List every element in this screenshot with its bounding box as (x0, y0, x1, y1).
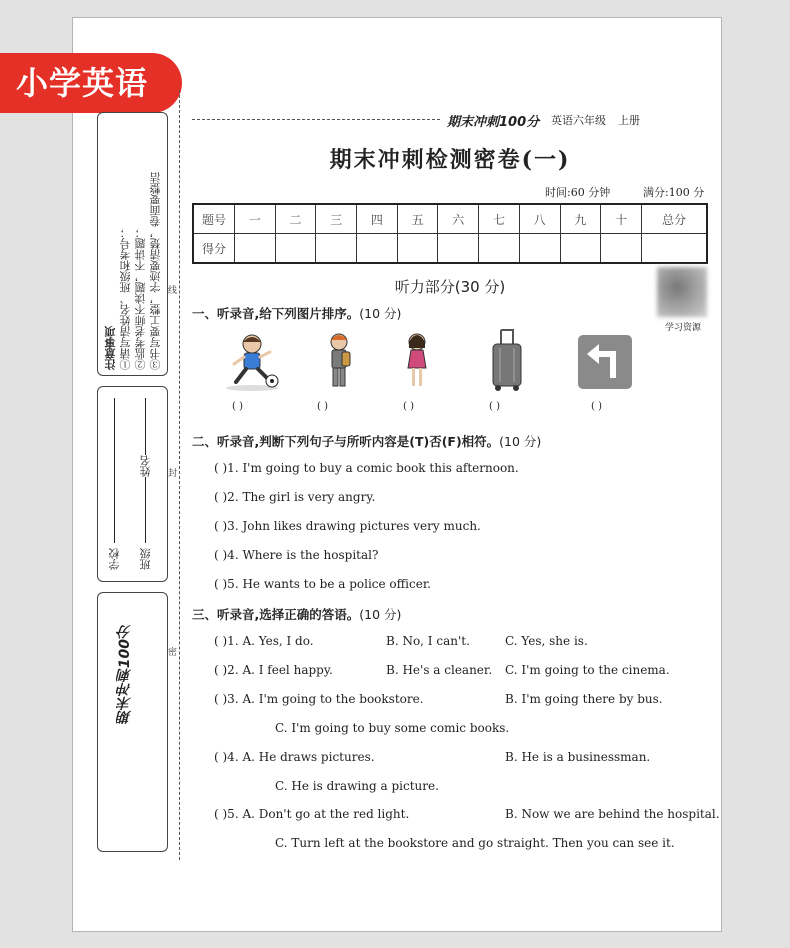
q3-item-5-a[interactable]: ( )5. A. Don't go at the red light. (214, 807, 410, 821)
q3-item-1-c: C. Yes, she is. (505, 634, 588, 648)
header-volume: 上册 (618, 114, 640, 127)
q1-answer-1[interactable]: ( ) (232, 401, 243, 412)
score-input-cell[interactable] (397, 234, 438, 264)
score-table (192, 203, 708, 264)
score-cell: 十 (601, 204, 642, 234)
score-table-header-row (193, 204, 707, 234)
q3-item-2-a[interactable]: ( )2. A. I feel happy. (214, 663, 333, 677)
score-input-cell[interactable] (275, 234, 316, 264)
q3-item-1-a[interactable]: ( )1. A. Yes, I do. (214, 634, 314, 648)
girl-standing-icon (404, 332, 430, 392)
q2-points: (10 分) (499, 434, 542, 449)
subject-badge: 小学英语 (0, 53, 182, 113)
score-input-cell[interactable] (519, 234, 560, 264)
class-label: 班级 (139, 548, 152, 570)
score-input-cell[interactable] (479, 234, 520, 264)
score-input-cell[interactable] (316, 234, 357, 264)
name-label: 姓名 (139, 455, 152, 477)
q2-item-5[interactable]: ( )5. He wants to be a police officer. (214, 577, 432, 591)
score-cell: 五 (397, 204, 438, 234)
exam-title: 期末冲刺检测密卷(一) (329, 147, 571, 173)
score-cell: 题号 (193, 204, 235, 234)
score-row-label: 得分 (193, 234, 235, 264)
header-rule (192, 119, 440, 120)
note-3: ③书写要工整，字迹要清楚，卷面要整洁 (149, 172, 162, 370)
q3-points: (10 分) (359, 607, 402, 622)
school-label: 学校 (108, 548, 121, 570)
full-score: 满分:100 分 (643, 186, 705, 199)
score-input-cell[interactable] (438, 234, 479, 264)
q2-item-1[interactable]: ( )1. I'm going to buy a comic book this afternoon. (214, 461, 519, 475)
q1-answer-5[interactable]: ( ) (591, 401, 602, 412)
q1-answer-2[interactable]: ( ) (317, 401, 328, 412)
note-2: ②监考老师不读题，不讲题； (134, 227, 147, 370)
score-input-cell[interactable] (235, 234, 276, 264)
q3-item-2-c: C. I'm going to the cinema. (505, 663, 670, 677)
score-cell: 九 (560, 204, 601, 234)
score-table-score-row (193, 234, 707, 264)
score-input-cell[interactable] (601, 234, 642, 264)
note-1: ①请写清姓名、班级和考号； (119, 227, 132, 370)
notes-label: 注意事项 (104, 326, 117, 370)
left-turn-sign-icon (577, 334, 633, 390)
q3-item-1-b: B. No, I can't. (386, 634, 470, 648)
boy-with-backpack-icon (322, 332, 356, 392)
cut-word-1: 线 (168, 283, 177, 296)
score-cell: 总分 (642, 204, 708, 234)
school-line[interactable] (114, 398, 115, 543)
q1-title: 一、听录音,给下列图片排序。(10 分) (192, 306, 402, 321)
q3-item-3-b: B. I'm going there by bus. (505, 692, 663, 706)
q3-item-3-a[interactable]: ( )3. A. I'm going to the bookstore. (214, 692, 424, 706)
q3-item-4-c: C. He is drawing a picture. (275, 779, 439, 793)
score-input-cell[interactable] (560, 234, 601, 264)
q2-item-4[interactable]: ( )4. Where is the hospital? (214, 548, 379, 562)
header-brand: 期末冲刺100分 (447, 115, 540, 130)
q2-item-3[interactable]: ( )3. John likes drawing pictures very much. (214, 519, 481, 533)
margin-brand: 期末冲刺100分 (117, 625, 133, 725)
cut-word-2: 封 (168, 466, 177, 479)
q3-item-3-c: C. I'm going to buy some comic books. (275, 721, 510, 735)
q3-item-4-b: B. He is a businessman. (505, 750, 651, 764)
section-title: 听力部分(30 分) (394, 278, 506, 296)
score-cell: 三 (316, 204, 357, 234)
score-cell: 一 (235, 204, 276, 234)
q2-title: 二、听录音,判断下列句子与所听内容是(T)否(F)相符。(10 分) (192, 434, 542, 449)
score-cell: 六 (438, 204, 479, 234)
q3-item-5-b: B. Now we are behind the hospital. (505, 807, 720, 821)
q3-item-2-b: B. He's a cleaner. (386, 663, 493, 677)
q3-item-4-a[interactable]: ( )4. A. He draws pictures. (214, 750, 375, 764)
qr-caption: 学习资源 (664, 323, 701, 333)
score-cell: 八 (519, 204, 560, 234)
q2-item-2[interactable]: ( )2. The girl is very angry. (214, 490, 376, 504)
score-cell: 七 (479, 204, 520, 234)
cut-word-3: 密 (168, 645, 177, 658)
q1-points: (10 分) (359, 306, 402, 321)
q1-answer-3[interactable]: ( ) (403, 401, 414, 412)
q1-answer-4[interactable]: ( ) (489, 401, 500, 412)
cut-line (179, 90, 180, 860)
q3-item-5-c: C. Turn left at the bookstore and go straight. Then you can see it. (275, 836, 675, 850)
header-subject: 英语六年级 (551, 114, 606, 127)
score-input-cell[interactable] (642, 234, 708, 264)
score-input-cell[interactable] (357, 234, 398, 264)
score-cell: 二 (275, 204, 316, 234)
exam-time: 时间:60 分钟 (545, 186, 611, 199)
boy-kicking-ball-icon (222, 332, 284, 392)
score-cell: 四 (357, 204, 398, 234)
q3-title: 三、听录音,选择正确的答语。(10 分) (192, 607, 402, 622)
suitcase-icon (490, 328, 524, 392)
